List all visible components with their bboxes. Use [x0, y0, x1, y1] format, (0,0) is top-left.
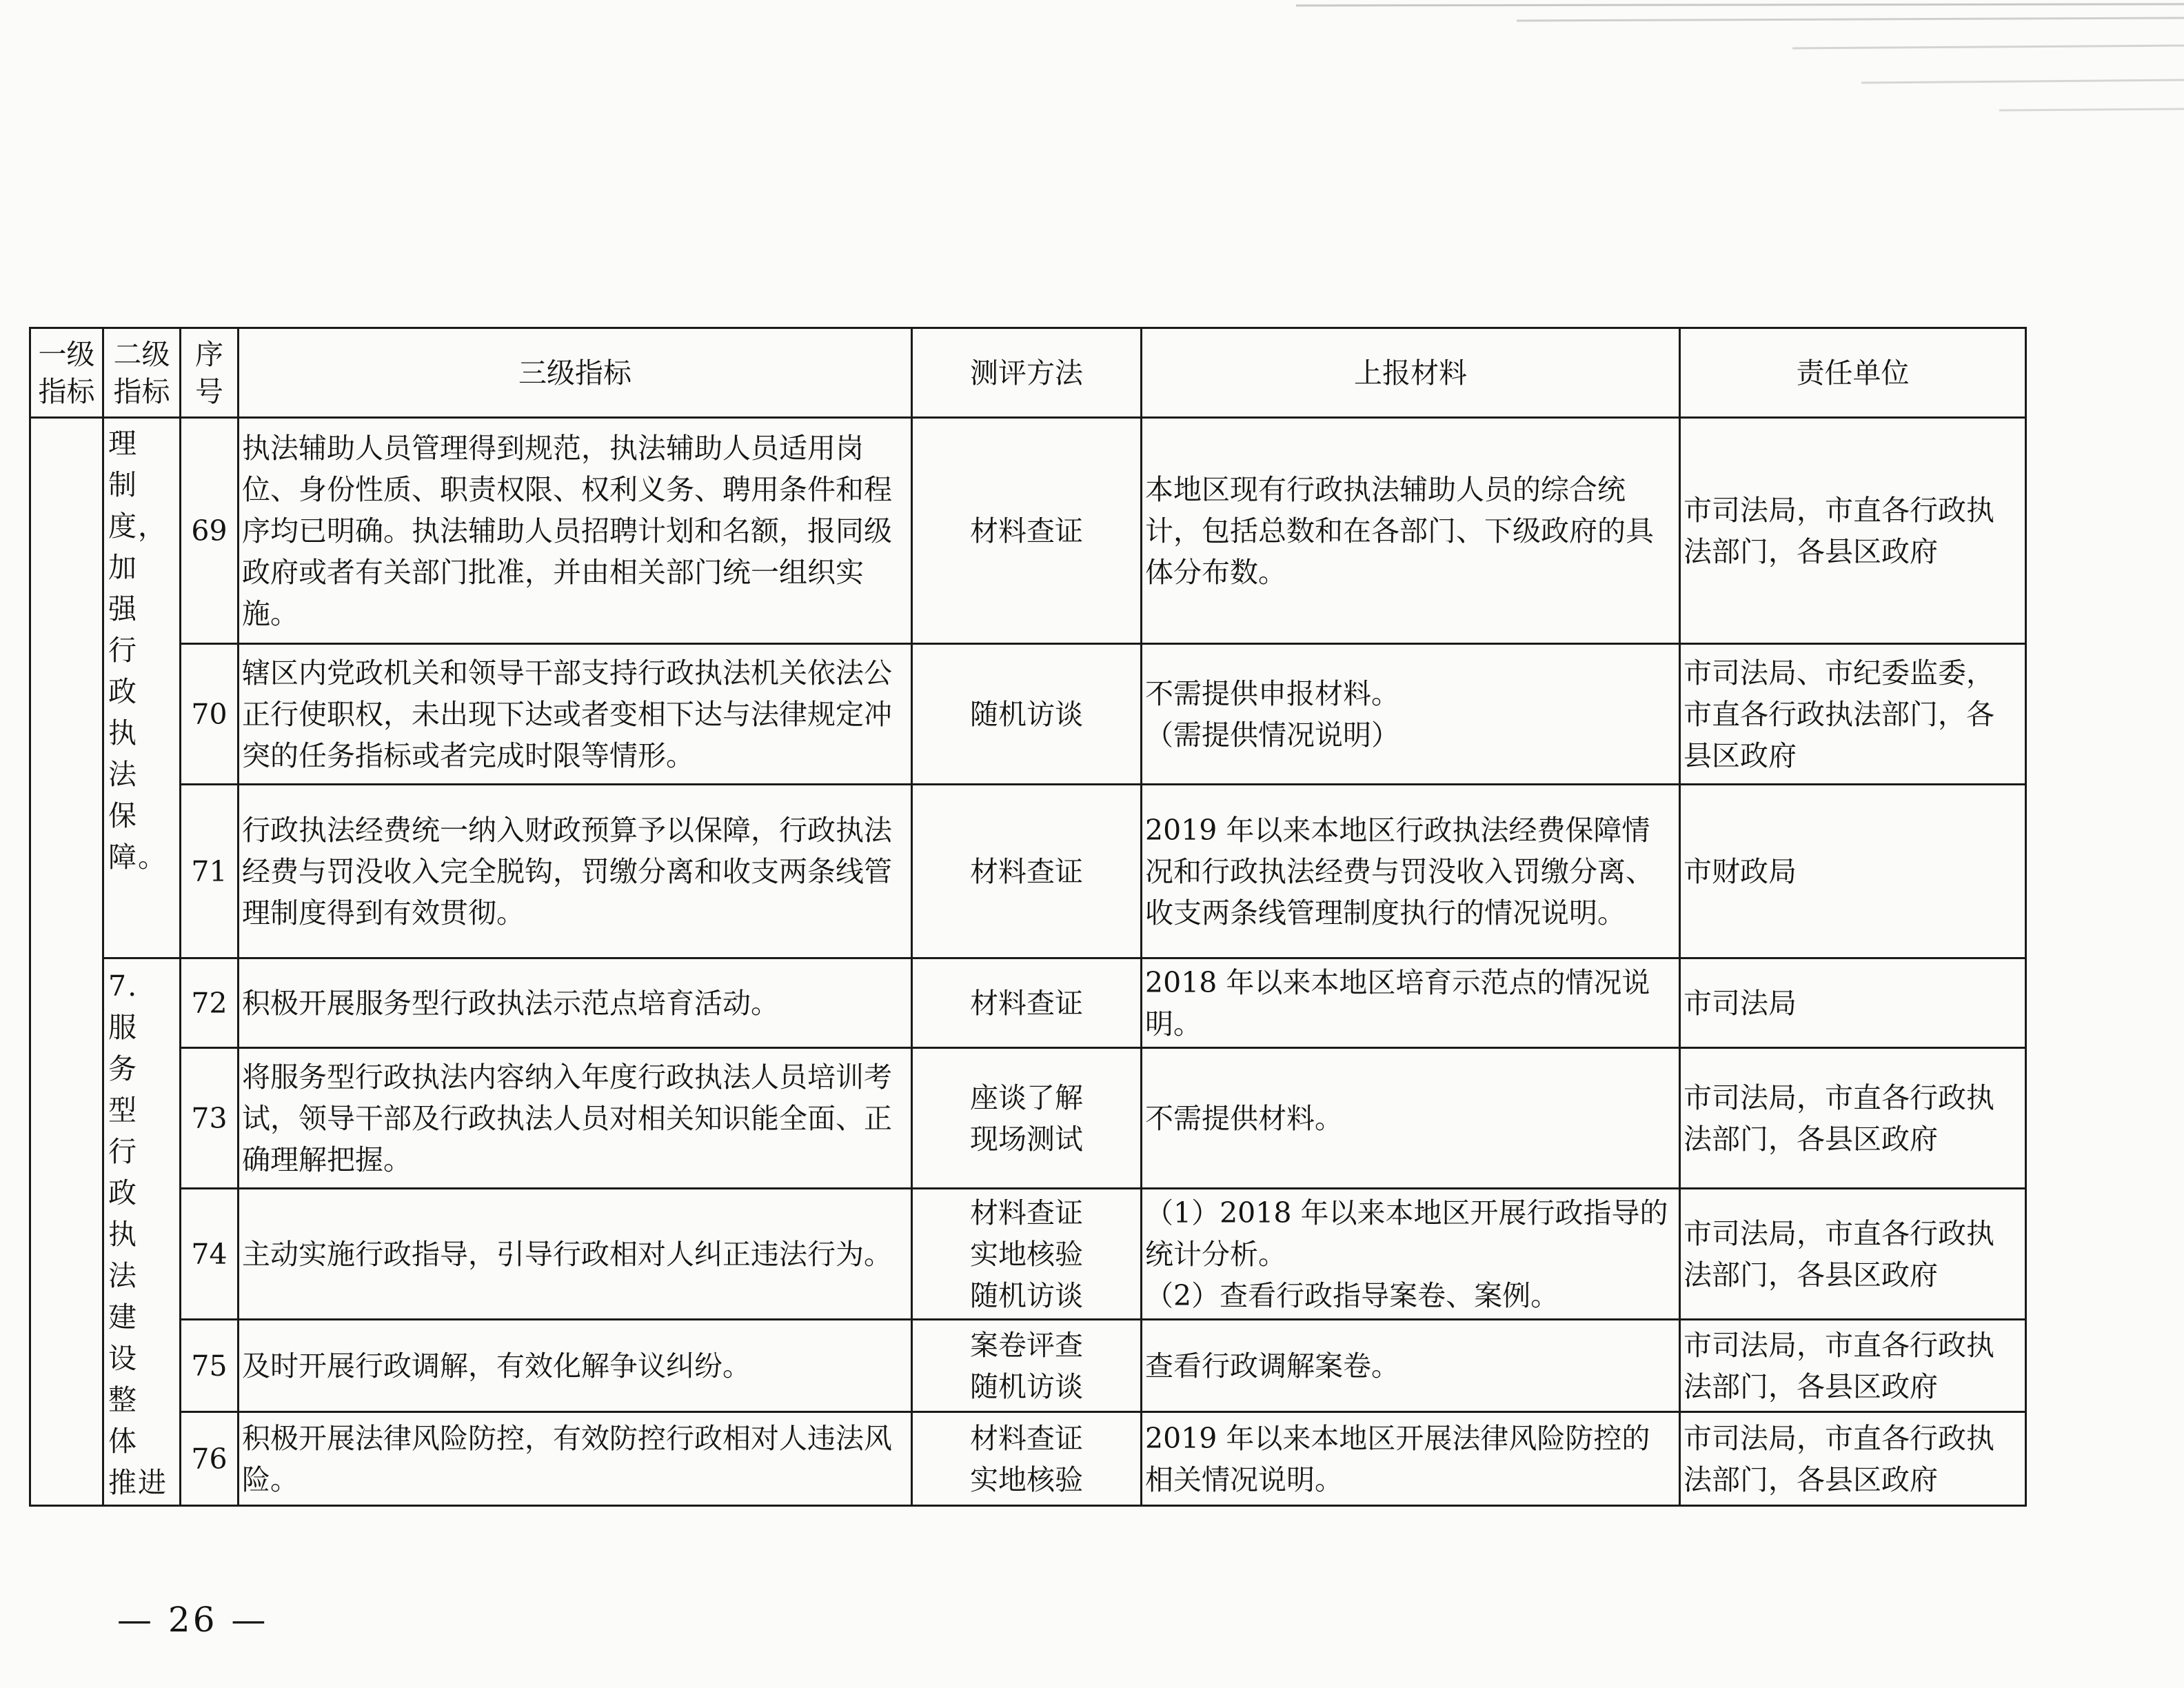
level2-line: 建 设 [108, 1300, 138, 1375]
method-line: 材料查证 [970, 986, 1083, 1020]
materials-line: 2019 年以来本地区开展法律风险防控的相关情况说明。 [1145, 1421, 1650, 1496]
row-materials [1142, 958, 1680, 1048]
row-method [912, 1320, 1142, 1412]
method-line: 实地核验 [970, 1237, 1083, 1271]
row-seq: 76 [181, 1412, 239, 1506]
materials-line: 本地区现有行政执法辅助人员的综合统计，包括总数和在各部门、下级政府的具体分布数。 [1145, 472, 1654, 589]
method-line: 案卷评查 [970, 1328, 1083, 1362]
table-row [30, 785, 2026, 958]
row-method [912, 785, 1142, 958]
row-materials [1142, 785, 1680, 958]
method-line: 材料查证 [970, 1421, 1083, 1455]
method-line: 材料查证 [970, 1196, 1083, 1229]
unit-line: 市司法局 [1684, 986, 1797, 1020]
unit-line: 市司法局，市直各行政执法部门，各县区政府 [1684, 1216, 1994, 1292]
table-header-row [30, 328, 2026, 418]
row-method [912, 1189, 1142, 1320]
table-row [30, 1412, 2026, 1506]
row-indicator: 积极开展服务型行政执法示范点培育活动。 [239, 958, 912, 1048]
table-row [30, 1320, 2026, 1412]
row-materials [1142, 644, 1680, 785]
level2-line: 整 体 [108, 1383, 138, 1458]
row-unit [1680, 644, 2026, 785]
unit-line: 市司法局，市直各行政执法部门，各县区政府 [1684, 493, 1994, 568]
level2-line: 理 制 [108, 427, 138, 501]
header-unit: 责任单位 [1680, 328, 2026, 418]
row-seq: 71 [181, 785, 239, 958]
method-line: 随机访谈 [970, 1369, 1083, 1403]
row-method [912, 644, 1142, 785]
row-seq: 72 [181, 958, 239, 1048]
row-method [912, 1412, 1142, 1506]
materials-line: （需提供情况说明） [1145, 718, 1399, 752]
level2-cell-enforcement-guarantee [103, 418, 181, 958]
row-unit [1680, 418, 2026, 644]
page-number: — 26 — [117, 1600, 269, 1640]
level2-line: 障。 [108, 841, 168, 874]
row-indicator: 执法辅助人员管理得到规范，执法辅助人员适用岗位、身份性质、职责权限、权利义务、聘用条件和程序均已明确。执法辅助人员招聘计划和名额，报同级政府或者有关部门批准，并由相关部门统一组织实施。 [239, 418, 912, 644]
level2-line: 行 政 [108, 1134, 138, 1209]
row-unit [1680, 1048, 2026, 1189]
unit-line: 市司法局、市纪委监委，市直各行政执法部门，各县区政府 [1684, 656, 1994, 772]
method-line: 座谈了解 [970, 1081, 1083, 1114]
table-row [30, 644, 2026, 785]
header-level2: 二级指标 [103, 328, 181, 418]
row-indicator: 积极开展法律风险防控，有效防控行政相对人违法风险。 [239, 1412, 912, 1506]
level2-cell-service-enforcement [103, 958, 181, 1506]
materials-line: 2018 年以来本地区培育示范点的情况说明。 [1145, 965, 1650, 1041]
unit-line: 市司法局，市直各行政执法部门，各县区政府 [1684, 1328, 1994, 1403]
header-seq: 序号 [181, 328, 239, 418]
row-materials [1142, 418, 1680, 644]
materials-line: （1）2018 年以来本地区开展行政指导的统计分析。 [1145, 1196, 1668, 1271]
materials-line: 不需提供申报材料。 [1145, 676, 1399, 710]
row-indicator: 及时开展行政调解，有效化解争议纠纷。 [239, 1320, 912, 1412]
row-seq: 70 [181, 644, 239, 785]
unit-line: 市司法局，市直各行政执法部门，各县区政府 [1684, 1421, 1994, 1496]
row-unit [1680, 958, 2026, 1048]
row-seq: 73 [181, 1048, 239, 1189]
level2-line: 推进 [108, 1465, 168, 1499]
header-level3: 三级指标 [239, 328, 912, 418]
row-unit [1680, 1412, 2026, 1506]
indicator-table [29, 327, 2027, 1507]
row-indicator: 辖区内党政机关和领导干部支持行政执法机关依法公正行使职权，未出现下达或者变相下达与法律规定冲突的任务指标或者完成时限等情形。 [239, 644, 912, 785]
header-level1: 一级指标 [30, 328, 103, 418]
row-indicator: 主动实施行政指导，引导行政相对人纠正违法行为。 [239, 1189, 912, 1320]
row-method [912, 958, 1142, 1048]
materials-line: 不需提供材料。 [1145, 1101, 1343, 1135]
level2-line: 保 [108, 799, 138, 832]
row-seq: 75 [181, 1320, 239, 1412]
table-row [30, 1189, 2026, 1320]
unit-line: 市财政局 [1684, 854, 1797, 888]
method-line: 材料查证 [970, 854, 1083, 888]
row-materials [1142, 1189, 1680, 1320]
materials-line: 查看行政调解案卷。 [1145, 1349, 1399, 1383]
row-method [912, 1048, 1142, 1189]
method-line: 材料查证 [970, 514, 1083, 547]
row-materials [1142, 1048, 1680, 1189]
materials-line: （2）查看行政指导案卷、案例。 [1145, 1278, 1559, 1312]
row-unit [1680, 1320, 2026, 1412]
row-unit [1680, 1189, 2026, 1320]
table-row [30, 958, 2026, 1048]
method-line: 现场测试 [970, 1122, 1083, 1156]
row-indicator: 将服务型行政执法内容纳入年度行政执法人员培训考试，领导干部及行政执法人员对相关知识能全面、正确理解把握。 [239, 1048, 912, 1189]
row-seq: 69 [181, 418, 239, 644]
level2-line: 执 法 [108, 1217, 138, 1292]
table-row [30, 1048, 2026, 1189]
header-materials: 上报材料 [1142, 328, 1680, 418]
row-method [912, 418, 1142, 644]
level2-line: 加 强 [108, 551, 138, 625]
unit-line: 市司法局，市直各行政执法部门，各县区政府 [1684, 1081, 1994, 1156]
method-line: 实地核验 [970, 1463, 1083, 1496]
materials-line: 2019 年以来本地区行政执法经费保障情况和行政执法经费与罚没收入罚缴分离、收支两条线管理制度执行的情况说明。 [1145, 813, 1654, 930]
level2-line: 执 法 [108, 716, 138, 791]
row-materials [1142, 1320, 1680, 1412]
level1-cell [30, 418, 103, 1506]
row-seq: 74 [181, 1189, 239, 1320]
method-line: 随机访谈 [970, 697, 1083, 731]
level2-line: 务 型 [108, 1052, 138, 1127]
level2-line: 7. 服 [108, 969, 139, 1044]
row-materials [1142, 1412, 1680, 1506]
page-edge-lines [0, 0, 2184, 138]
row-indicator: 行政执法经费统一纳入财政预算予以保障，行政执法经费与罚没收入完全脱钩，罚缴分离和收支两条线管理制度得到有效贯彻。 [239, 785, 912, 958]
level2-line: 行 政 [108, 634, 138, 708]
method-line: 随机访谈 [970, 1278, 1083, 1312]
table-row [30, 418, 2026, 644]
header-method: 测评方法 [912, 328, 1142, 418]
level2-line: 度， [108, 510, 168, 543]
row-unit [1680, 785, 2026, 958]
